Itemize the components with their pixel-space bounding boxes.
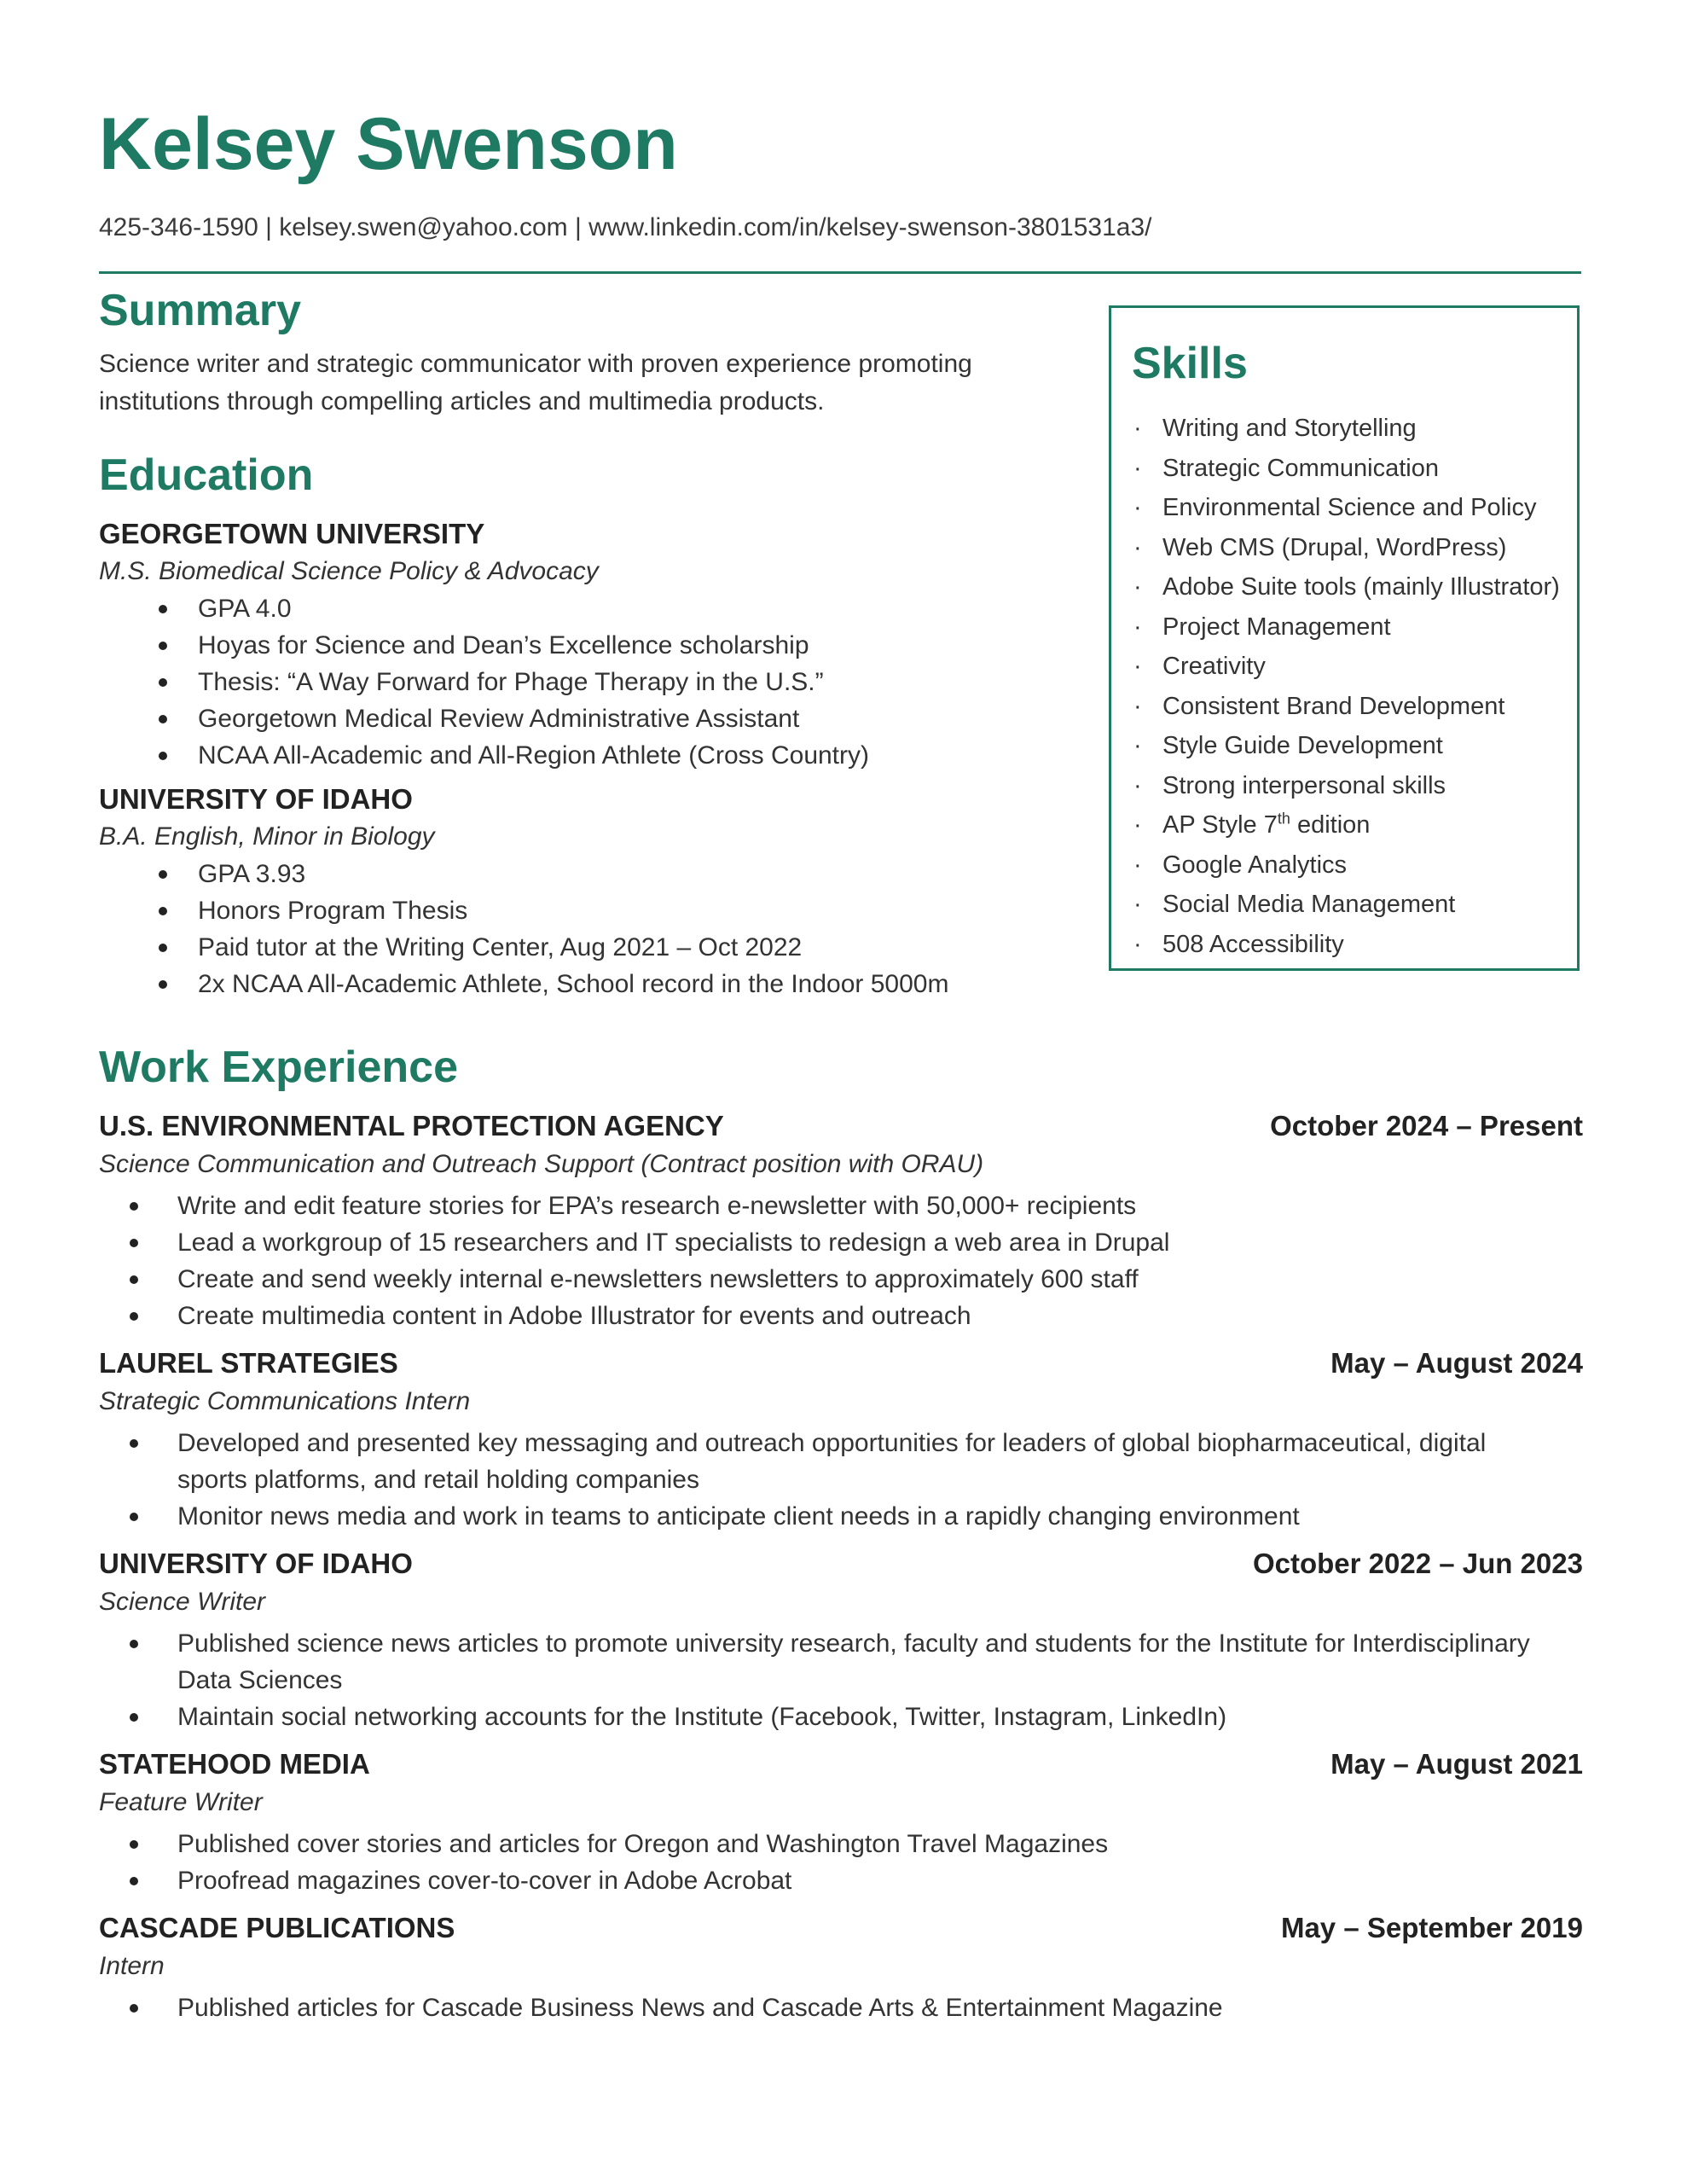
skill-item: · Environmental Science and Policy <box>1132 488 1575 528</box>
bullet-icon <box>159 642 167 650</box>
bullet-icon: · <box>1133 613 1142 641</box>
job-header <box>99 1543 1583 1584</box>
job-role: Science Communication and Outreach Support (Contract position with ORAU) <box>99 1149 984 1178</box>
job-bullets <box>99 1188 1583 1334</box>
job-header <box>99 1343 1583 1384</box>
job-role: Feature Writer <box>99 1787 263 1816</box>
job-bullets <box>99 1989 1583 2026</box>
job-bullets <box>99 1425 1583 1535</box>
job-role: Strategic Communications Intern <box>99 1386 471 1415</box>
list-item: NCAA All-Academic and All-Region Athlete (Cross Country) <box>99 737 1080 774</box>
job-header <box>99 1744 1583 1785</box>
bullet-icon <box>159 678 167 687</box>
job-date: October 2022 – Jun 2023 <box>1252 1547 1583 1579</box>
job-org: LAUREL STRATEGIES <box>99 1346 398 1379</box>
ordinal-suffix: th <box>1277 810 1290 828</box>
bullet-icon: · <box>1133 653 1142 680</box>
bullet-icon <box>130 1275 138 1284</box>
skill-item: · Web CMS (Drupal, WordPress) <box>1132 528 1575 568</box>
bullet-icon: · <box>1133 851 1142 879</box>
job-date: May – August 2021 <box>1330 1747 1583 1780</box>
list-item: 2x NCAA All-Academic Athlete, School record in the Indoor 5000m <box>99 966 1080 1002</box>
bullet-icon <box>159 907 167 915</box>
job-date: May – September 2019 <box>1280 1911 1583 1943</box>
bullet-icon: · <box>1133 533 1142 561</box>
bullet-icon <box>130 1840 138 1849</box>
resume-page <box>99 0 1583 2184</box>
list-item: GPA 3.93 <box>99 856 1080 892</box>
summary-heading: Summary <box>99 286 301 335</box>
job-bullets <box>99 1826 1583 1899</box>
skill-item: · AP Style 7th edition <box>1132 805 1575 845</box>
header-divider <box>99 271 1581 274</box>
bullet-icon <box>130 1513 138 1521</box>
skill-item: · Strong interpersonal skills <box>1132 766 1575 806</box>
job-org: STATEHOOD MEDIA <box>99 1747 370 1780</box>
skills-heading: Skills <box>1132 339 1248 388</box>
bullet-icon <box>130 2004 138 2013</box>
skill-item: · Social Media Management <box>1132 885 1575 925</box>
bullet-icon <box>130 1439 138 1448</box>
bullet-icon <box>130 1239 138 1247</box>
job-role: Science Writer <box>99 1587 266 1616</box>
school-idaho <box>99 781 1080 1002</box>
list-item: Published cover stories and articles for Oregon and Washington Travel Magazines <box>99 1826 1583 1862</box>
skill-item: · Creativity <box>1132 647 1575 687</box>
list-item: Create and send weekly internal e-newsletters newsletters to approximately 600 staff <box>99 1261 1583 1298</box>
list-item: Published articles for Cascade Business News and Cascade Arts & Entertainment Magazine <box>99 1989 1583 2026</box>
list-item: Lead a workgroup of 15 researchers and IT specialists to redesign a web area in Drupal <box>99 1224 1583 1261</box>
bullet-icon <box>159 715 167 723</box>
skill-item: · Writing and Storytelling <box>1132 409 1575 449</box>
summary-section <box>99 286 1080 421</box>
skills-list <box>1132 409 1575 964</box>
job-idaho <box>99 1543 1583 1735</box>
list-item: Thesis: “A Way Forward for Phage Therapy in the U.S.” <box>99 664 1080 700</box>
job-header <box>99 1908 1583 1949</box>
list-item: Write and edit feature stories for EPA’s research e-newsletter with 50,000+ recipients <box>99 1188 1583 1224</box>
bullet-icon: · <box>1133 732 1142 759</box>
candidate-name: Kelsey Swenson <box>99 103 678 185</box>
skill-item: · 508 Accessibility <box>1132 925 1575 965</box>
school-degree: M.S. Biomedical Science Policy & Advocacy <box>99 556 599 585</box>
school-name: UNIVERSITY OF IDAHO <box>99 782 413 815</box>
bullet-icon <box>159 605 167 613</box>
list-item: Published science news articles to promote university research, faculty and students for the Institute for Interdisciplinary Data Sciences <box>99 1625 1583 1699</box>
bullet-icon: · <box>1133 811 1142 839</box>
school-bullets <box>99 856 1080 1002</box>
bullet-icon: · <box>1133 771 1142 799</box>
education-section <box>99 450 1080 1002</box>
skills-box <box>1109 305 1580 971</box>
bullet-icon <box>130 1877 138 1885</box>
school-georgetown <box>99 515 1080 774</box>
job-org: UNIVERSITY OF IDAHO <box>99 1547 413 1579</box>
bullet-icon <box>130 1713 138 1722</box>
list-item: Create multimedia content in Adobe Illustrator for events and outreach <box>99 1298 1583 1334</box>
job-laurel <box>99 1343 1583 1535</box>
job-statehood <box>99 1744 1583 1899</box>
skill-item: · Google Analytics <box>1132 845 1575 886</box>
job-date: October 2024 – Present <box>1270 1109 1583 1141</box>
summary-text: Science writer and strategic communicator with proven experience promoting institutions through compelling articles and multimedia products. <box>99 349 972 415</box>
job-org: CASCADE PUBLICATIONS <box>99 1911 455 1943</box>
job-cascade <box>99 1908 1583 2026</box>
work-heading: Work Experience <box>99 1043 459 1092</box>
education-heading: Education <box>99 450 314 500</box>
bullet-icon: · <box>1133 415 1142 442</box>
job-epa <box>99 1106 1583 1334</box>
bullet-icon <box>130 1202 138 1211</box>
skill-item: · Style Guide Development <box>1132 726 1575 766</box>
list-item: Maintain social networking accounts for the Institute (Facebook, Twitter, Instagram, LinkedIn) <box>99 1699 1583 1735</box>
skill-item: · Project Management <box>1132 607 1575 648</box>
job-role: Intern <box>99 1951 165 1980</box>
bullet-icon: · <box>1133 930 1142 958</box>
skill-item: · Consistent Brand Development <box>1132 687 1575 727</box>
bullet-icon <box>159 980 167 989</box>
skill-item: · Strategic Communication <box>1132 449 1575 489</box>
list-item: Georgetown Medical Review Administrative Assistant <box>99 700 1080 737</box>
list-item: GPA 4.0 <box>99 590 1080 627</box>
bullet-icon <box>159 870 167 879</box>
list-item: Developed and presented key messaging and outreach opportunities for leaders of global biopharmaceutical, digital sports platforms, and retail holding companies <box>99 1425 1583 1498</box>
list-item: Proofread magazines cover-to-cover in Adobe Acrobat <box>99 1862 1583 1899</box>
bullet-icon: · <box>1133 891 1142 918</box>
bullet-icon <box>159 752 167 760</box>
bullet-icon <box>159 944 167 952</box>
list-item: Hoyas for Science and Dean’s Excellence scholarship <box>99 627 1080 664</box>
skill-item: · Adobe Suite tools (mainly Illustrator) <box>1132 567 1575 607</box>
bullet-icon: · <box>1133 454 1142 482</box>
school-degree: B.A. English, Minor in Biology <box>99 822 435 851</box>
school-name: GEORGETOWN UNIVERSITY <box>99 517 485 549</box>
list-item: Honors Program Thesis <box>99 892 1080 929</box>
job-date: May – August 2024 <box>1330 1346 1583 1379</box>
job-header <box>99 1106 1583 1147</box>
bullet-icon: · <box>1133 692 1142 720</box>
job-bullets <box>99 1625 1583 1735</box>
work-section <box>99 1043 1583 2026</box>
list-item: Monitor news media and work in teams to anticipate client needs in a rapidly changing environment <box>99 1498 1583 1535</box>
list-item: Paid tutor at the Writing Center, Aug 2021 – Oct 2022 <box>99 929 1080 966</box>
bullet-icon: · <box>1133 573 1142 601</box>
school-bullets <box>99 590 1080 774</box>
bullet-icon: · <box>1133 494 1142 521</box>
bullet-icon <box>130 1312 138 1321</box>
contact-line: 425-346-1590 | kelsey.swen@yahoo.com | www.linkedin.com/in/kelsey-swenson-3801531a3/ <box>99 213 1152 241</box>
bullet-icon <box>130 1640 138 1648</box>
job-org: U.S. ENVIRONMENTAL PROTECTION AGENCY <box>99 1109 724 1141</box>
